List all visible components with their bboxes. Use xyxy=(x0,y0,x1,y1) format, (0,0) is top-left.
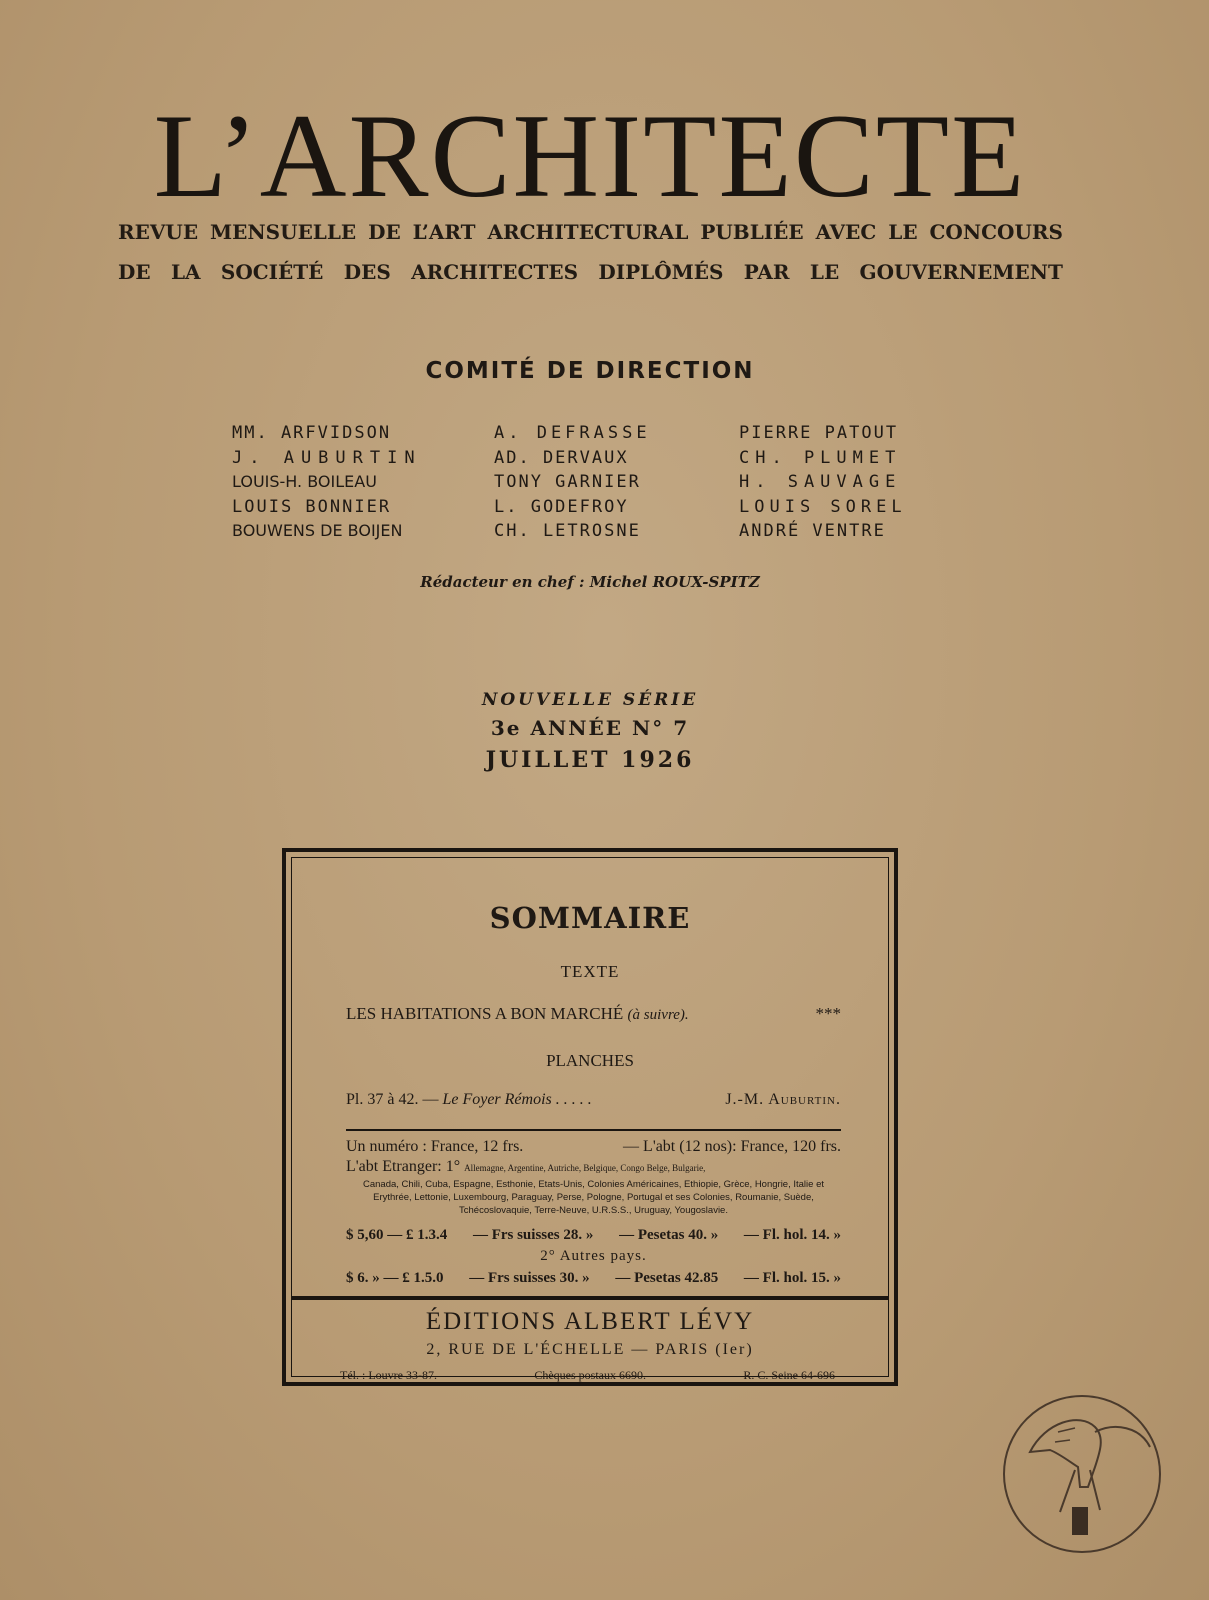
committee-member: ANDRÉ VENTRE xyxy=(739,521,886,541)
subtitle-word: MENSUELLE xyxy=(210,220,357,244)
texte-item-line xyxy=(346,1004,689,1024)
subtitle-word: REVUE xyxy=(118,220,199,244)
editeur-name: ÉDITIONS ALBERT LÉVY xyxy=(425,1308,755,1335)
committee-member: TONY GARNIER xyxy=(494,472,641,492)
tarif-countries-list: Canada, Chili, Cuba, Espagne, Esthonie, Etats-Unis, Colonies Américaines, Ethiopie, Grèce, Hongrie, Italie et Erythrée, Lettonie, Luxembourg, Paraguay, Perse, Pologne, Portugal et ses Colonies, Roumanie, Suède, Tchécoslovaquie, Terre-Neuve, U.R.S.S., Uruguay, Yougoslavie. xyxy=(363,1179,824,1216)
subtitle-word: L’ART xyxy=(412,220,476,244)
committee-member: BOUWENS DE BOIJEN xyxy=(232,521,403,540)
sommaire-box xyxy=(282,848,898,1386)
subtitle-word: ARCHITECTURAL xyxy=(487,220,689,244)
committee-member: A. DEFRASSE xyxy=(494,423,651,443)
price: — Pesetas 40. » xyxy=(619,1227,719,1243)
planche-item-line xyxy=(346,1091,592,1109)
tarif-abonnement-france: — L'abt (12 nos): France, 120 frs. xyxy=(623,1138,841,1155)
committee-member: LOUIS-H. BOILEAU xyxy=(232,472,377,491)
editeur-contact xyxy=(340,1368,835,1383)
price: — Fl. hol. 15. » xyxy=(743,1270,841,1286)
committee-member: LOUIS BONNIER xyxy=(232,496,392,517)
planche-author: J.-M. Auburtin. xyxy=(725,1091,841,1108)
committee-column-1 xyxy=(232,421,494,544)
serie-label: NOUVELLE SÉRIE xyxy=(481,690,699,710)
comite-title: COMITÉ DE DIRECTION xyxy=(425,358,755,384)
subtitle-word: ARCHITECTES xyxy=(411,260,579,284)
subtitle-word: DIPLÔMÉS xyxy=(598,260,724,284)
price: — Fl. hol. 14. » xyxy=(743,1227,841,1243)
texte-item-title: LES HABITATIONS A BON MARCHÉ xyxy=(346,1004,624,1023)
committee-member: MM. ARFVIDSON xyxy=(232,423,392,443)
issue-number: 3e ANNÉE N° 7 xyxy=(490,716,690,740)
tarif-autres-pays: 2° Autres pays. xyxy=(540,1248,647,1264)
heavy-divider-rule xyxy=(292,1296,888,1300)
subtitle-word: AVEC xyxy=(815,220,877,244)
committee-list xyxy=(232,421,962,544)
editeur-tel: Tél. : Louvre 33-87. xyxy=(340,1368,437,1382)
subtitle-word: DES xyxy=(343,260,391,284)
price: — Frs suisses 30. » xyxy=(469,1270,590,1286)
sommaire-title: SOMMAIRE xyxy=(489,901,691,935)
editeur-rc: R. C. Seine 64-696 xyxy=(743,1368,835,1382)
committee-member: J. AUBURTIN xyxy=(232,447,422,468)
hand-holding-compass-seal-icon xyxy=(1000,1392,1165,1557)
texte-item xyxy=(346,1004,841,1024)
committee-member: L. GODEFROY xyxy=(494,496,629,517)
subtitle-word: PAR xyxy=(743,260,790,284)
tarif-countries-first: Allemagne, Argentine, Autriche, Belgique, Congo Belge, Bulgarie, xyxy=(464,1163,706,1173)
subtitle-word: LE xyxy=(809,260,840,284)
committee-member: AD. DERVAUX xyxy=(494,447,629,468)
issue-date: JUILLET 1926 xyxy=(485,747,695,773)
subtitle-line-2 xyxy=(118,260,1063,284)
tarif-prices-2 xyxy=(346,1270,841,1287)
committee-member: H. SAUVAGE xyxy=(739,472,902,492)
planche-ref: Pl. 37 à 42. — xyxy=(346,1091,439,1108)
divider-rule xyxy=(346,1129,841,1131)
subtitle-word: CONCOURS xyxy=(929,220,1063,244)
tarif-etranger-label: L'abt Etranger: 1° xyxy=(346,1158,461,1175)
price: — Frs suisses 28. » xyxy=(472,1227,594,1243)
masthead-title: L’ARCHITECTE xyxy=(153,89,1027,222)
committee-column-2 xyxy=(494,421,739,544)
tarif-numero: Un numéro : France, 12 frs. xyxy=(346,1138,524,1155)
texte-item-note: (à suivre). xyxy=(627,1007,689,1023)
subtitle-line-1 xyxy=(118,220,1063,244)
planche-title: Le Foyer Rémois . . . . . xyxy=(442,1091,592,1108)
editeur-address: 2, RUE DE L'ÉCHELLE — PARIS (Ier) xyxy=(426,1341,754,1358)
subtitle-word: SOCIÉTÉ xyxy=(220,260,324,284)
committee-member: LOUIS SOREL xyxy=(739,496,907,517)
committee-member: PIERRE PATOUT xyxy=(739,423,899,443)
tarif-line-1 xyxy=(346,1138,841,1156)
subtitle-word: LA xyxy=(170,260,201,284)
planche-item xyxy=(346,1091,841,1109)
subtitle-word: LE xyxy=(888,220,918,244)
planches-heading: PLANCHES xyxy=(546,1051,634,1070)
tarif-prices-1 xyxy=(346,1227,841,1244)
price: $ 6. » — £ 1.5.0 xyxy=(346,1270,444,1286)
redacteur-en-chef: Rédacteur en chef : Michel ROUX-SPITZ xyxy=(420,573,760,591)
subtitle-word: DE xyxy=(368,220,401,244)
tarif-line-2 xyxy=(346,1158,841,1176)
price: — Pesetas 42.85 xyxy=(615,1270,719,1286)
subtitle-word: GOUVERNEMENT xyxy=(859,260,1063,284)
committee-column-3 xyxy=(739,421,962,544)
sommaire-box-inner-frame xyxy=(291,857,889,1382)
texte-heading: TEXTE xyxy=(560,962,620,981)
texte-item-author: *** xyxy=(815,1004,841,1023)
committee-member: CH. LETROSNE xyxy=(494,521,641,541)
committee-member: CH. PLUMET xyxy=(739,447,902,468)
price: $ 5,60 — £ 1.3.4 xyxy=(346,1227,448,1243)
editeur-cheques: Chèques postaux 6690. xyxy=(534,1368,646,1382)
subtitle-word: PUBLIÉE xyxy=(700,220,804,244)
subtitle-word: DE xyxy=(118,260,151,284)
